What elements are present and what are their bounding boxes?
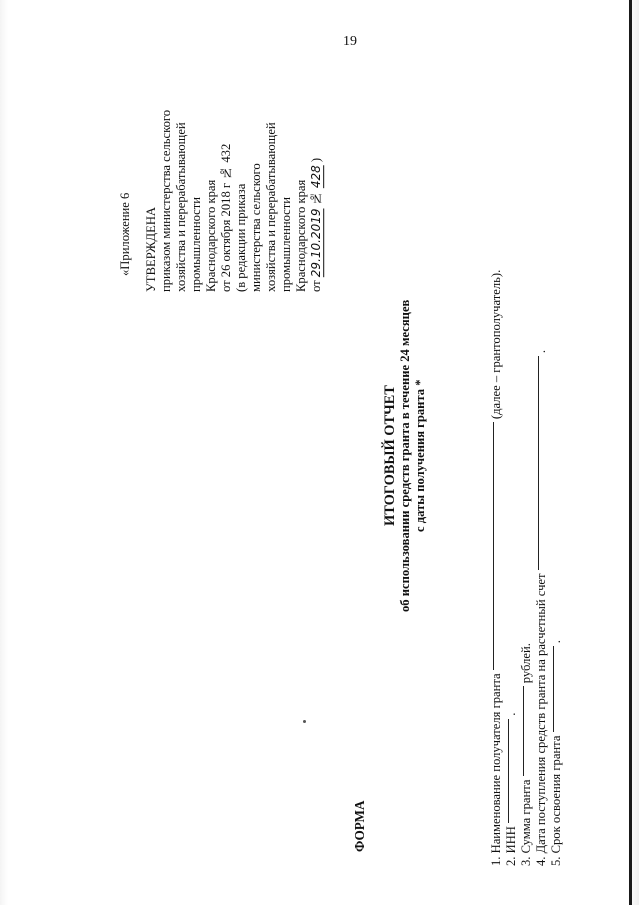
inn-blank[interactable] (508, 719, 509, 823)
approval-number: 428 (309, 165, 323, 189)
appendix-label (118, 186, 133, 276)
scan-dot-mark (303, 720, 306, 723)
report-title-main: ИТОГОВЫЙ ОТЧЕТ (382, 385, 398, 527)
grant-amount-blank[interactable] (523, 686, 524, 776)
approval-order-line (309, 70, 324, 292)
field-inn (504, 54, 519, 866)
approval-line: (в редакции приказа (234, 183, 248, 292)
usage-period-blank[interactable] (553, 646, 554, 732)
form-label-text: ФОРМА (352, 800, 367, 852)
report-title-line2: об использовании средств гранта в течение 24 месяцев (398, 299, 412, 613)
field-grant-amount (519, 54, 534, 866)
approval-stamp (144, 70, 324, 292)
report-fields (489, 54, 564, 866)
approval-line: Краснодарского края (204, 179, 218, 292)
field-label: 2. ИНН (504, 826, 518, 866)
approval-line: от 26 октября 2018 г № 432 (219, 143, 233, 292)
field-suffix: (далее – грантополучатель). (489, 269, 503, 420)
approval-line: приказом министерства сельского (159, 109, 173, 292)
report-title (382, 266, 428, 646)
page-number: 19 (343, 34, 357, 49)
receipt-date-blank[interactable] (538, 356, 539, 570)
approval-prefix: от (309, 280, 323, 292)
field-label: 3. Сумма гранта (519, 779, 533, 866)
field-label: 5. Срок освоения гранта (549, 735, 563, 866)
approval-line: хозяйства и перерабатывающей (174, 122, 188, 292)
approval-line: Краснодарского края (294, 179, 308, 292)
grantee-name-blank[interactable] (493, 422, 494, 670)
field-suffix: . (504, 712, 518, 716)
approval-date: 29.10.2019 (309, 208, 323, 278)
approval-line: промышленности (189, 196, 203, 292)
field-grantee-name (489, 54, 504, 866)
form-label (352, 788, 368, 852)
page-edge-rule (629, 0, 632, 905)
approval-line: министерства сельского (249, 163, 263, 292)
approval-number-sign: № (309, 191, 323, 206)
field-suffix: . (534, 350, 548, 354)
appendix-label-text: «Приложение 6 (118, 192, 132, 276)
approval-closing: ) (309, 157, 323, 163)
report-title-line3: с даты получения гранта * (413, 379, 427, 533)
field-suffix: рублей. (519, 643, 533, 684)
field-label: 1. Наименование получателя гранта (489, 673, 503, 866)
approval-line: промышленности (279, 196, 293, 292)
field-usage-period (549, 54, 564, 866)
field-receipt-date (534, 54, 549, 866)
field-suffix: . (549, 640, 563, 644)
field-label: 4. Дата поступления средств гранта на расчетный счет (534, 573, 548, 866)
approval-line: УТВЕРЖДЕНА (144, 206, 158, 292)
approval-line: хозяйства и перерабатывающей (264, 122, 278, 292)
